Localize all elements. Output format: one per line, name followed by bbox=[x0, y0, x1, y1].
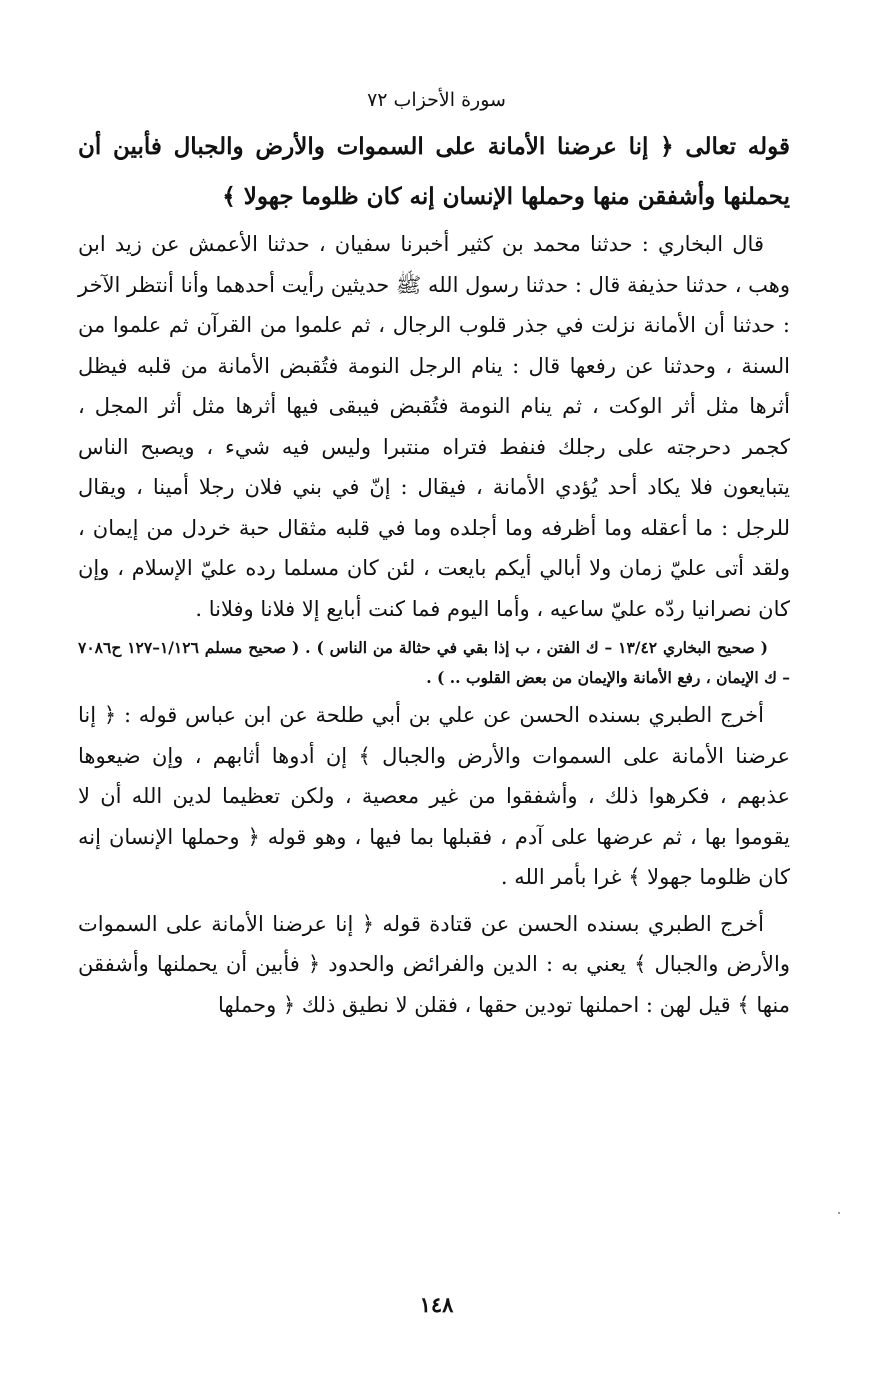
hadith-paragraph: قال البخاري : حدثنا محمد بن كثير أخبرنا سفيان ، حدثنا الأعمش عن زيد ابن وهب ، حدثنا حذيفة قال : حدثنا رسول الله ﷺ حديثين رأيت أحدهما وأنا أنتظر الآخر : حدثنا أن الأمانة نزلت في جذر قلوب الرجال ، ثم علموا من القرآن ثم علموا من السنة ، وحدثنا عن رفعها قال : ينام الرجل النومة فتُقبض الأمانة من قلبه فيظل أثرها مثل أثر الوكت ، ثم ينام النومة فتُقبض فيبقى فيها أثرها مثل أثر المجل ، كجمر دحرجته على رجلك فنفط فتراه منتبرا وليس فيه شيء ، ويصبح الناس يتبايعون فلا يكاد أحد يُؤدي الأمانة ، فيقال : إنّ في بني فلان رجلا أمينا ، ويقال للرجل : ما أعقله وما أظرفه وما أجلده وما في قلبه مثقال حبة خردل من إيمان ، ولقد أتى عليّ زمان ولا أبالي أيكم بايعت ، لئن كان مسلما رده عليّ الإسلام ، وإن كان نصرانيا ردّه عليّ ساعيه ، وأما اليوم فما كنت أبايع إلا فلانا وفلانا . bbox=[78, 232, 790, 621]
tabari-ibn-abbas-paragraph: أخرج الطبري بسنده الحسن عن علي بن أبي طلحة عن ابن عباس قوله : ﴿ إنا عرضنا الأمانة على السموات والأرض والجبال ﴾ إن أدوها أثابهم ، وإن ضيعوها عذبهم ، فكرهوا ذلك ، وأشفقوا من غير معصية ، ولكن تعظيما لدين الله أن لا يقوموا بها ، ثم عرضها على آدم ، فقبلها بما فيها ، وهو قوله ﴿ وحملها الإنسان إنه كان ظلوما جهولا ﴾ غرا بأمر الله . bbox=[78, 703, 790, 889]
page-content bbox=[78, 122, 790, 1025]
hadith-citation: ( صحيح البخاري ١٣/٤٢ – ك الفتن ، ب إذا بقي في حثالة من الناس ) . ( صحيح مسلم ١/١٢٦–١٢٧ ح٧٠٨٦ – ك الإيمان ، رفع الأمانة والإيمان من بعض القلوب .. ) . bbox=[78, 638, 790, 687]
running-header: سورة الأحزاب ٧٢ bbox=[367, 89, 506, 111]
verse-heading: قوله تعالى ﴿ إنا عرضنا الأمانة على السموات والأرض والجبال فأبين أن يحملنها وأشفقن منها وحملها الإنسان إنه كان ظلوما جهولا ﴾ bbox=[78, 133, 790, 210]
tabari-qatada-paragraph: أخرج الطبري بسنده الحسن عن قتادة قوله ﴿ إنا عرضنا الأمانة على السموات والأرض والجبال ﴾ يعني به : الدين والفرائض والحدود ﴿ فأبين أن يحملنها وأشفقن منها ﴾ قيل لهن : احملنها تودين حقها ، فقلن لا نطيق ذلك ﴿ وحملها bbox=[78, 911, 790, 1017]
page-number: ١٤٨ bbox=[419, 1292, 454, 1317]
scan-speck bbox=[838, 1212, 840, 1214]
